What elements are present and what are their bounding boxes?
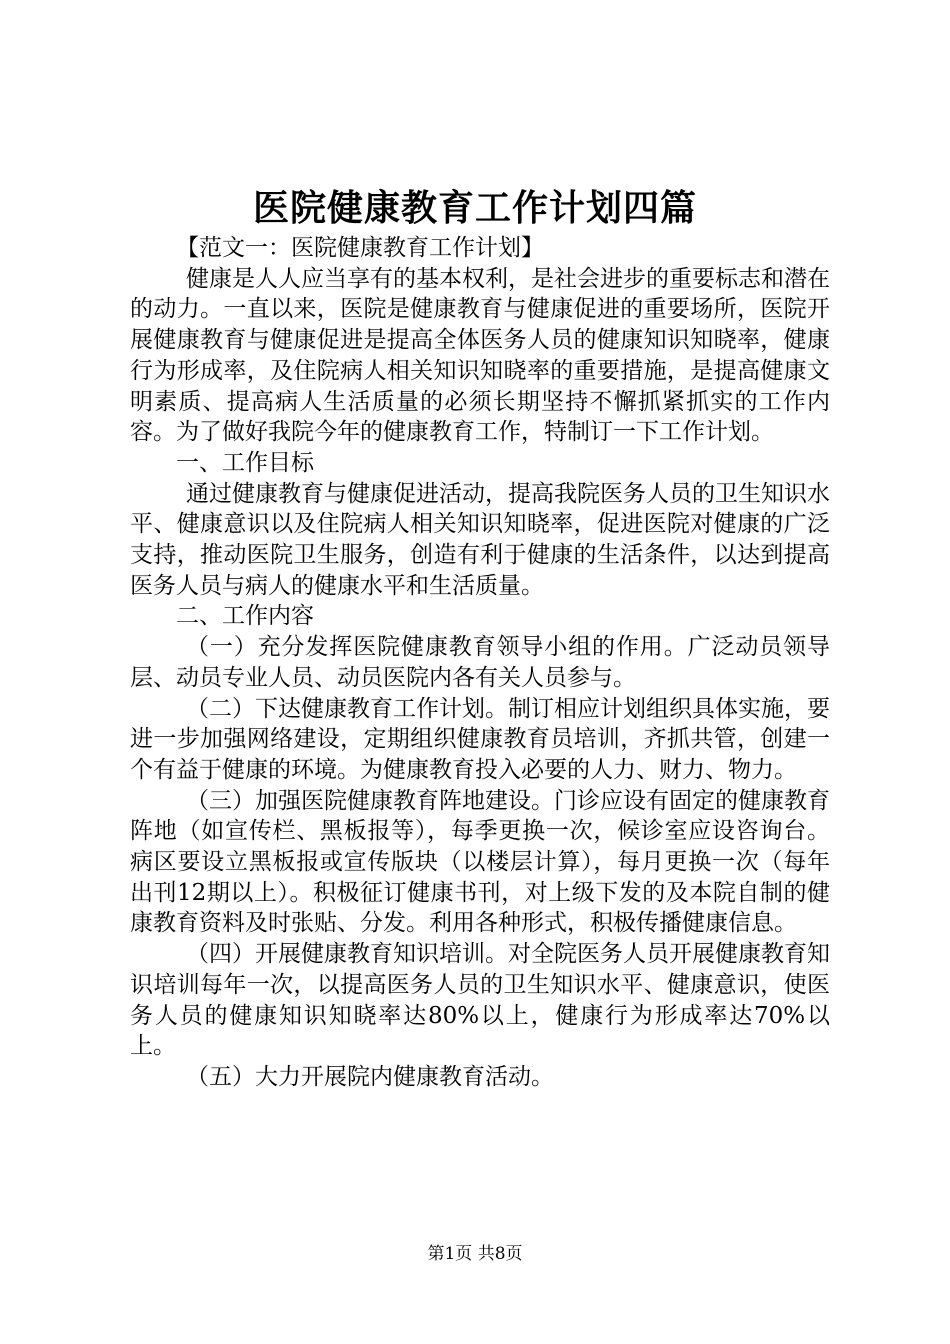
heading-work-goals: 一、工作目标 [176,449,314,476]
document-title: 医院健康教育工作计划四篇 [252,187,697,229]
paragraph-item-5: （五）大力开展院内健康教育活动。 [186,1063,554,1090]
paragraph-item-4: （四）开展健康教育知识培训。对全院医务人员开展健康教育知识培训每年一次，以提高医务人员的卫生知识水平、健康意识，使医务人员的健康知识知晓率达80%以上，健康行为形成率达70%以上。 [130,941,830,1060]
section-heading-fanwen-one: 【范文一：医院健康教育工作计划】 [176,235,544,261]
paragraph-item-3: （三）加强医院健康教育阵地建设。门诊应设有固定的健康教育阵地（如宣传栏、黑板报等），每季更换一次，候诊室应设咨询台。病区要设立黑板报或宣传版块（以楼层计算），每月更换一次（每年出刊12期以上）。积极征订健康书刊，对上级下发的及本院自制的健康教育资料及时张贴、分发。利用各种形式，积极传播健康信息。 [130,787,830,937]
paragraph-item-1: （一）充分发挥医院健康教育领导小组的作用。广泛动员领导层、动员专业人员、动员医院内各有关人员参与。 [130,634,830,691]
page-footer: 第1页 共8页 [427,1244,523,1264]
document-body [130,233,830,1093]
paragraph-intro: 健康是人人应当享有的基本权利，是社会进步的重要标志和潜在的动力。一直以来，医院是健康教育与健康促进的重要场所，医院开展健康教育与健康促进是提高全体医务人员的健康知识知晓率，健康行为形成率，及住院病人相关知识知晓率的重要措施，是提高健康文明素质、提高病人生活质量的必须长期坚持不懈抓紧抓实的工作内容。为了做好我院今年的健康教育工作，特制订一下工作计划。 [130,265,830,446]
paragraph-work-goals: 通过健康教育与健康促进活动，提高我院医务人员的卫生知识水平、健康意识以及住院病人相关知识知晓率，促进医院对健康的广泛支持，推动医院卫生服务，创造有利于健康的生活条件，以达到提高医务人员与病人的健康水平和生活质量。 [130,480,830,599]
heading-work-content: 二、工作内容 [176,603,314,630]
paragraph-item-2: （二）下达健康教育工作计划。制订相应计划组织具体实施，要进一步加强网络建设，定期组织健康教育员培训，齐抓共管，创建一个有益于健康的环境。为健康教育投入必要的人力、财力、物力。 [130,695,830,783]
